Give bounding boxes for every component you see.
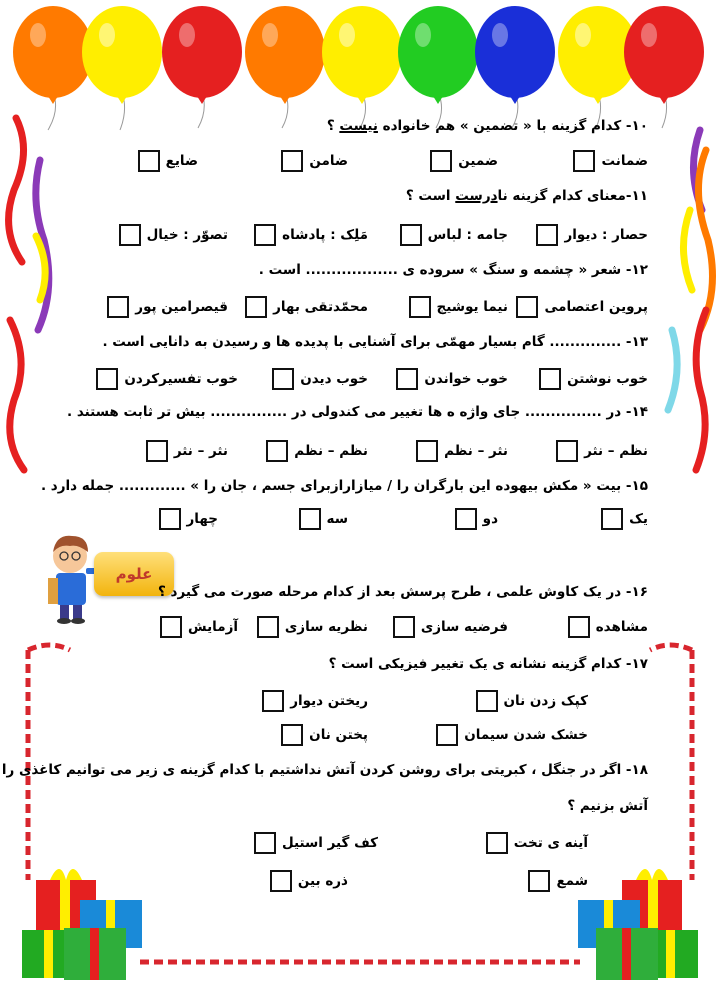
option[interactable] (254, 832, 378, 854)
checkbox[interactable] (254, 832, 276, 854)
option[interactable] (299, 508, 348, 530)
option[interactable] (159, 508, 218, 530)
science-badge-label: علوم (115, 565, 153, 583)
option[interactable] (119, 224, 228, 246)
checkbox[interactable] (516, 296, 538, 318)
question-11-tail: است ؟ (405, 188, 456, 204)
option[interactable] (556, 440, 648, 462)
checkbox[interactable] (416, 440, 438, 462)
option[interactable] (528, 870, 588, 892)
checkbox[interactable] (254, 224, 276, 246)
question-15-options (0, 508, 720, 536)
question-11-text: ۱۱-معنای کدام گزینه نا (497, 188, 648, 204)
question-15-text: ۱۵- بیت « مکش بیهوده این بارگران را / میازارازبرای جسم ، جان را » ............. جمله دارد . (40, 478, 648, 494)
question-17 (329, 656, 648, 672)
option-label: مَلِک : پادشاه (282, 227, 368, 243)
option-label: خوب دیدن (300, 371, 368, 387)
option[interactable] (601, 508, 648, 530)
question-18-options-row1 (0, 832, 720, 860)
option-label: خوب نوشتن (567, 371, 648, 387)
checkbox[interactable] (400, 224, 422, 246)
option[interactable] (266, 440, 368, 462)
question-11-emphasis: درست (455, 188, 498, 204)
question-10 (327, 118, 648, 134)
option-label: نیما یوشیج (436, 299, 508, 315)
option-label: خوب خواندن (424, 371, 508, 387)
balloon-orange-1-icon (13, 6, 93, 104)
question-10-emphasis: نیست (339, 118, 378, 134)
checkbox[interactable] (486, 832, 508, 854)
checkbox[interactable] (396, 368, 418, 390)
option[interactable] (254, 224, 368, 246)
option-label: یک (629, 511, 648, 527)
question-10-options (0, 150, 720, 178)
option[interactable] (281, 150, 348, 172)
option[interactable] (536, 224, 648, 246)
option-label: جامه : لباس (427, 227, 508, 243)
option[interactable] (400, 224, 508, 246)
option[interactable] (396, 368, 508, 390)
checkbox[interactable] (573, 150, 595, 172)
checkbox[interactable] (568, 616, 590, 638)
question-16 (158, 584, 648, 600)
checkbox[interactable] (119, 224, 141, 246)
checkbox[interactable] (528, 870, 550, 892)
option-label: کپک زدن نان (503, 693, 588, 709)
checkbox[interactable] (299, 508, 321, 530)
balloon-yellow-1-icon (82, 6, 162, 104)
question-10-tail: ؟ (326, 118, 340, 134)
option[interactable] (516, 296, 648, 318)
option-label: آزمایش (188, 619, 238, 635)
option-label: پختن نان (309, 727, 368, 743)
option[interactable] (262, 690, 368, 712)
checkbox[interactable] (430, 150, 452, 172)
checkbox[interactable] (96, 368, 118, 390)
option-label: نظریه سازی (284, 619, 368, 635)
checkbox[interactable] (270, 870, 292, 892)
question-16-text: ۱۶- در یک کاوش علمی ، طرح پرسش بعد از کدام مرحله صورت می گیرد ؟ (158, 584, 648, 600)
option[interactable] (539, 368, 648, 390)
option[interactable] (107, 296, 228, 318)
question-14 (67, 404, 648, 420)
option[interactable] (96, 368, 238, 390)
option-label: سه (326, 511, 348, 527)
question-14-text: ۱۴- در ............... جای واژه ه ها تغییر می کندولی در ............... بیش تر ثابت هستند . (67, 404, 648, 420)
option[interactable] (486, 832, 588, 854)
option-label: چهار (186, 511, 218, 527)
checkbox[interactable] (409, 296, 431, 318)
question-18-line2 (567, 798, 648, 814)
option-label: شمع (556, 873, 588, 889)
checkbox[interactable] (455, 508, 477, 530)
balloon-blue-icon (475, 6, 555, 104)
question-11 (406, 188, 648, 204)
option-label: محمّدتقی بهار (273, 299, 368, 315)
checkbox[interactable] (266, 440, 288, 462)
option-label: حصار : دیوار (564, 227, 648, 243)
option[interactable] (568, 616, 648, 638)
balloon-red-2-icon (624, 6, 704, 104)
checkbox[interactable] (262, 690, 284, 712)
checkbox[interactable] (536, 224, 558, 246)
checkbox[interactable] (281, 724, 303, 746)
option-label: ضمانت (601, 153, 648, 169)
checkbox[interactable] (146, 440, 168, 462)
question-18-text-cont: آتش بزنیم ؟ (567, 798, 648, 814)
option[interactable] (138, 150, 198, 172)
option-label: نثر – نظم (444, 443, 508, 459)
option-label: ضامن (309, 153, 348, 169)
option[interactable] (160, 616, 238, 638)
option-label: ذره بین (297, 873, 348, 889)
option-label: خوب تفسیرکردن (124, 371, 238, 387)
question-15 (41, 478, 648, 494)
checkbox[interactable] (476, 690, 498, 712)
checkbox[interactable] (160, 616, 182, 638)
option[interactable] (430, 150, 498, 172)
checkbox[interactable] (245, 296, 267, 318)
option[interactable] (146, 440, 228, 462)
question-18-text: ۱۸- اگر در جنگل ، کبریتی برای روشن کردن آتش نداشتیم با کدام گزینه ی زیر می توانیم کاغذی را (1, 762, 648, 778)
option-label: نظم – نثر (584, 443, 648, 459)
option-label: دو (482, 511, 498, 527)
option[interactable] (455, 508, 498, 530)
question-10-text: ۱۰- کدام گزینه با « تضمین » هم خانواده (382, 118, 648, 134)
checkbox[interactable] (257, 616, 279, 638)
option-label: آینه ی تخت (513, 835, 588, 851)
balloon-yellow-2-icon (322, 6, 402, 104)
option[interactable] (270, 870, 348, 892)
checkbox[interactable] (159, 508, 181, 530)
question-18-line1 (2, 762, 648, 778)
question-13-text: ۱۳- .............. گام بسیار مهمّی برای آشنایی با پدیده ها و رسیدن به دانایی است . (102, 334, 648, 350)
question-12-text: ۱۲- شعر « چشمه و سنگ » سروده ی .................. است . (258, 262, 648, 278)
option[interactable] (573, 150, 648, 172)
question-18-options-row2 (0, 870, 720, 898)
checkbox[interactable] (281, 150, 303, 172)
option[interactable] (245, 296, 368, 318)
option[interactable] (436, 724, 588, 746)
checkbox[interactable] (393, 616, 415, 638)
checkbox[interactable] (601, 508, 623, 530)
option-label: پروین اعتصامی (544, 299, 648, 315)
option-label: مشاهده (595, 619, 648, 635)
question-12-options (0, 296, 720, 324)
option-label: تصوّر : خیال (146, 227, 228, 243)
question-17-text: ۱۷- کدام گزینه نشانه ی یک تغییر فیزیکی است ؟ (328, 656, 648, 672)
option[interactable] (272, 368, 368, 390)
question-13-options (0, 368, 720, 396)
option[interactable] (476, 690, 588, 712)
checkbox[interactable] (556, 440, 578, 462)
checkbox[interactable] (436, 724, 458, 746)
question-12 (259, 262, 648, 278)
option-label: نظم – نظم (294, 443, 368, 459)
option-label: خشک شدن سیمان (464, 727, 588, 743)
option-label: قیصرامین پور (135, 299, 228, 315)
question-11-options (0, 224, 720, 252)
question-17-options-row1 (0, 690, 720, 718)
option-label: نثر – نثر (173, 443, 228, 459)
option[interactable] (257, 616, 368, 638)
option-label: کف گیر استیل (281, 835, 378, 851)
question-16-options (0, 616, 720, 644)
balloon-red-1-icon (162, 6, 242, 104)
question-14-options (0, 440, 720, 468)
checkbox[interactable] (107, 296, 129, 318)
checkbox[interactable] (138, 150, 160, 172)
option[interactable] (393, 616, 508, 638)
option-label: ضایع (165, 153, 198, 169)
option[interactable] (416, 440, 508, 462)
option-label: ریختن دیوار (290, 693, 368, 709)
option[interactable] (281, 724, 368, 746)
student-boy-icon (48, 536, 96, 624)
question-17-options-row2 (0, 724, 720, 752)
checkbox[interactable] (272, 368, 294, 390)
checkbox[interactable] (539, 368, 561, 390)
option-label: فرضیه سازی (420, 619, 508, 635)
balloon-orange-2-icon (245, 6, 325, 104)
balloon-green-icon (398, 6, 478, 104)
option-label: ضمین (458, 153, 498, 169)
option[interactable] (409, 296, 508, 318)
question-13 (102, 334, 648, 350)
